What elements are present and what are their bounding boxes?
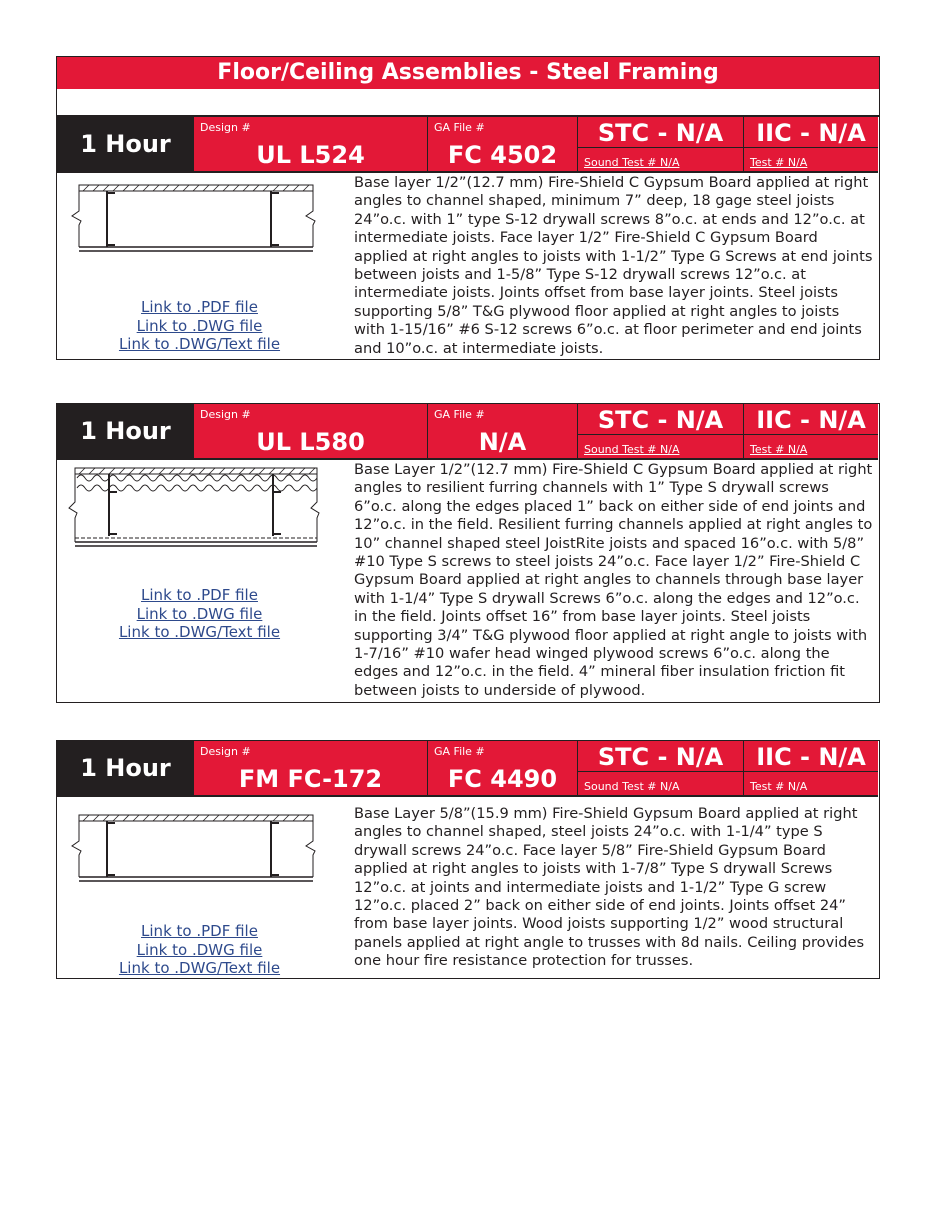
ga-file-number: FC 4502 [447, 141, 558, 169]
sound-test-link[interactable]: Sound Test # N/A [584, 443, 680, 456]
iic-rating: IIC - N/A [744, 741, 878, 772]
assembly-header [57, 741, 878, 795]
pdf-link[interactable]: Link to .PDF file [141, 298, 258, 316]
stc-cell [578, 117, 744, 171]
assembly-description: Base layer 1/2”(12.7 mm) Fire-Shield C Gypsum Board applied at right angles to channel shaped, minimum 7” deep, 18 gage steel joists 24”o.c. with 1” type S-12 drywall screws 8”o.c. at ends and 12”o.c. at intermediate joists. Face layer 1/2” Fire-Shield C Gypsum Board applied at right angles to joists with 1-1/2” Type G Screws at end joints between joists and 1-5/8” Type S-12 drywall screws 12”o.c. at intermediate joists. Joints offset from base layer joints. Steel joists supporting 5/8” T&G plywood floor applied at right angles to joists with 1-15/16” #6 S-12 screws 6”o.c. at floor perimeter and end joints and 10”o.c. at intermediate joists. [354, 174, 873, 357]
assembly-description: Base Layer 5/8”(15.9 mm) Fire-Shield Gypsum Board applied at right angles to channel shaped, steel joists 24”o.c. with 1-1/4” type S drywall screws 24”o.c. Face layer 5/8” Fire-Shield Gypsum Board applied at right angles to joists with 1-7/8” Type S drywall Screws 12”o.c. at joints and intermediate joists and 1-1/2” Type G screw 12”o.c. placed 2” back on either side of end joints. Joints offset 24” from base layer joints. Wood joists supporting 1/2” wood structural panels applied at right angle to trusses with 8d nails. Ceiling provides one hour fire resistance protection for trusses. [354, 805, 865, 970]
stc-rating: STC - N/A [578, 117, 743, 148]
iic-rating: IIC - N/A [744, 404, 878, 435]
assembly-card [56, 116, 880, 360]
assembly-section-drawing [67, 811, 325, 891]
stc-cell [578, 741, 744, 795]
divider [57, 795, 878, 797]
design-number-cell [194, 117, 428, 171]
file-links [57, 922, 342, 978]
design-label: Design # [200, 121, 251, 134]
stc-rating: STC - N/A [578, 741, 743, 772]
assembly-section-drawing [67, 181, 325, 261]
pdf-link[interactable]: Link to .PDF file [141, 586, 258, 604]
iic-rating: IIC - N/A [744, 117, 878, 148]
design-label: Design # [200, 745, 251, 758]
sound-test-link[interactable]: Sound Test # N/A [584, 780, 680, 793]
file-links [57, 298, 342, 354]
design-number: UL L580 [256, 428, 365, 456]
stc-rating: STC - N/A [578, 404, 743, 435]
title-spacer-row [56, 89, 880, 116]
design-number-cell [194, 741, 428, 795]
ga-file-cell [428, 404, 578, 458]
ga-file-cell [428, 741, 578, 795]
sound-test-link[interactable]: Sound Test # N/A [584, 156, 680, 169]
dwg-link[interactable]: Link to .DWG file [136, 940, 263, 959]
file-links [57, 586, 342, 642]
iic-cell [744, 741, 878, 795]
pdf-link[interactable]: Link to .PDF file [141, 922, 258, 940]
assembly-header [57, 404, 878, 458]
assembly-header [57, 117, 878, 171]
divider [57, 458, 878, 460]
design-number: UL L524 [256, 141, 365, 169]
test-link[interactable]: Test # N/A [750, 156, 808, 169]
ga-file-cell [428, 117, 578, 171]
assembly-description: Base Layer 1/2”(12.7 mm) Fire-Shield C Gypsum Board applied at right angles to resilient furring channels with 1” Type S drywall screws 6”o.c. along the edges placed 1” back on either side of end joints and 12”o.c. in the field. Resilient furring channels applied at right angles to 10” channel shaped steel JoistRite joists and spaced 16”o.c. with 5/8” #10 Type S screws to steel joists 24”o.c. Face layer 1/2” Fire-Shield C Gypsum Board applied at right angles to channels through base layer with 1-1/4” Type S drywall Screws 6”o.c. along the edges and 12”o.c. in the field. Joints offset 16” from base layer joints. Steel joists supporting 3/4” T&G plywood floor applied at right angle to joists with 1-7/16” #10 wafer head winged plywood screws 6”o.c. along the edges and 12”o.c. in the field. 4” mineral fiber insulation friction fit between joists to underside of plywood. [354, 461, 873, 699]
ga-file-label: GA File # [434, 121, 485, 134]
iic-cell [744, 404, 878, 458]
design-number-cell [194, 404, 428, 458]
dwg-text-link[interactable]: Link to .DWG/Text file [118, 335, 281, 353]
ga-file-number: FC 4490 [447, 765, 558, 793]
ga-file-label: GA File # [434, 408, 485, 421]
dwg-text-link[interactable]: Link to .DWG/Text file [118, 623, 281, 641]
fire-rating: 1 Hour [57, 741, 194, 795]
divider [57, 171, 878, 173]
test-link[interactable]: Test # N/A [750, 780, 808, 793]
dwg-link[interactable]: Link to .DWG file [136, 316, 263, 335]
ga-file-number: N/A [478, 428, 527, 456]
design-label: Design # [200, 408, 251, 421]
dwg-text-link[interactable]: Link to .DWG/Text file [118, 959, 281, 977]
assembly-card [56, 740, 880, 979]
fire-rating: 1 Hour [57, 117, 194, 171]
assembly-card [56, 403, 880, 703]
stc-cell [578, 404, 744, 458]
iic-cell [744, 117, 878, 171]
page-title: Floor/Ceiling Assemblies - Steel Framing [56, 56, 880, 90]
design-number: FM FC-172 [238, 765, 383, 793]
assembly-section-drawing [67, 466, 325, 550]
test-link[interactable]: Test # N/A [750, 443, 808, 456]
ga-file-label: GA File # [434, 745, 485, 758]
fire-rating: 1 Hour [57, 404, 194, 458]
dwg-link[interactable]: Link to .DWG file [136, 604, 263, 623]
